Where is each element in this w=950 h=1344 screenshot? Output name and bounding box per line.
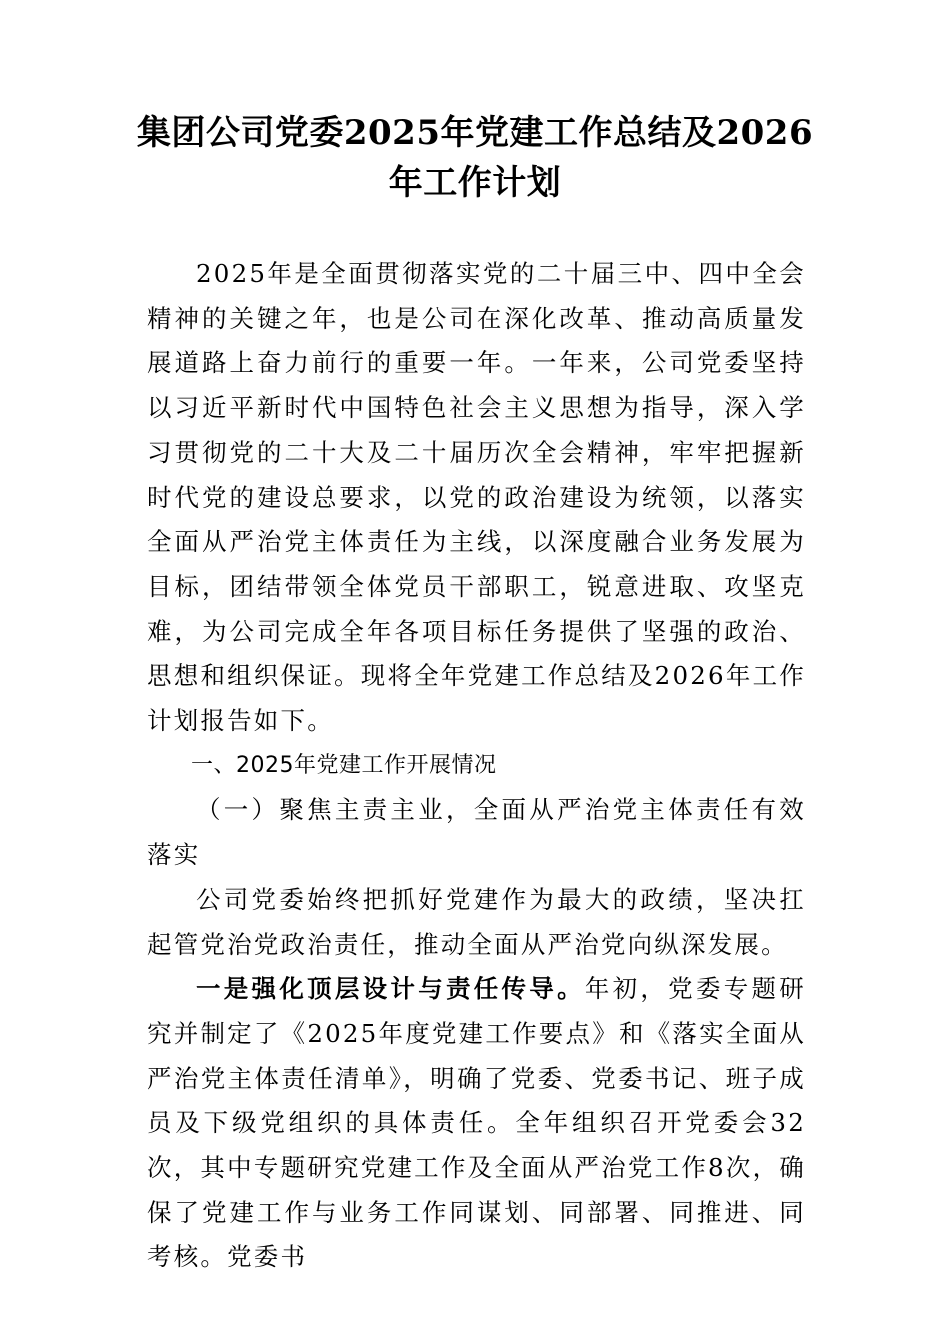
subsection-intro-paragraph: 公司党委始终把抓好党建作为最大的政绩，坚决扛起管党治党政治责任，推动全面从严治党向纵深发展。 <box>147 884 806 959</box>
intro-paragraph: 2025年是全面贯彻落实党的二十届三中、四中全会精神的关键之年，也是公司在深化改革、推动高质量发展道路上奋力前行的重要一年。一年来，公司党委坚持以习近平新时代中国特色社会主义思想为指导，深入学习贯彻党的二十大及二十届历次全会精神，牢牢把握新时代党的建设总要求，以党的政治建设为统领，以落实全面从严治党主体责任为主线，以深度融合业务发展为目标，团结带领全体党员干部职工，锐意进取、攻坚克难，为公司完成全年各项目标任务提供了坚强的政治、思想和组织保证。现将全年党建工作总结及2026年工作计划报告如下。 <box>147 259 806 736</box>
point-lead: 一是强化顶层设计与责任传导。 <box>196 974 585 1004</box>
section-heading: 一、2025年党建工作开展情况 <box>191 752 497 778</box>
document-body <box>147 252 806 1280</box>
point-text: 年初，党委专题研究并制定了《2025年度党建工作要点》和《落实全面从严治党主体责任清单》，明确了党委、党委书记、班子成员及下级党组织的具体责任。全年组织召开党委会32次，其中专题研究党建工作及全面从严治党工作8次，确保了党建工作与业务工作同谋划、同部署、同推进、同考核。党委书 <box>147 974 806 1272</box>
subsection-heading: （一）聚焦主责主业，全面从严治党主体责任有效落实 <box>147 795 806 870</box>
point-paragraph <box>147 967 806 1280</box>
document-title: 集团公司党委2025年党建工作总结及2026年工作计划 <box>136 113 814 203</box>
